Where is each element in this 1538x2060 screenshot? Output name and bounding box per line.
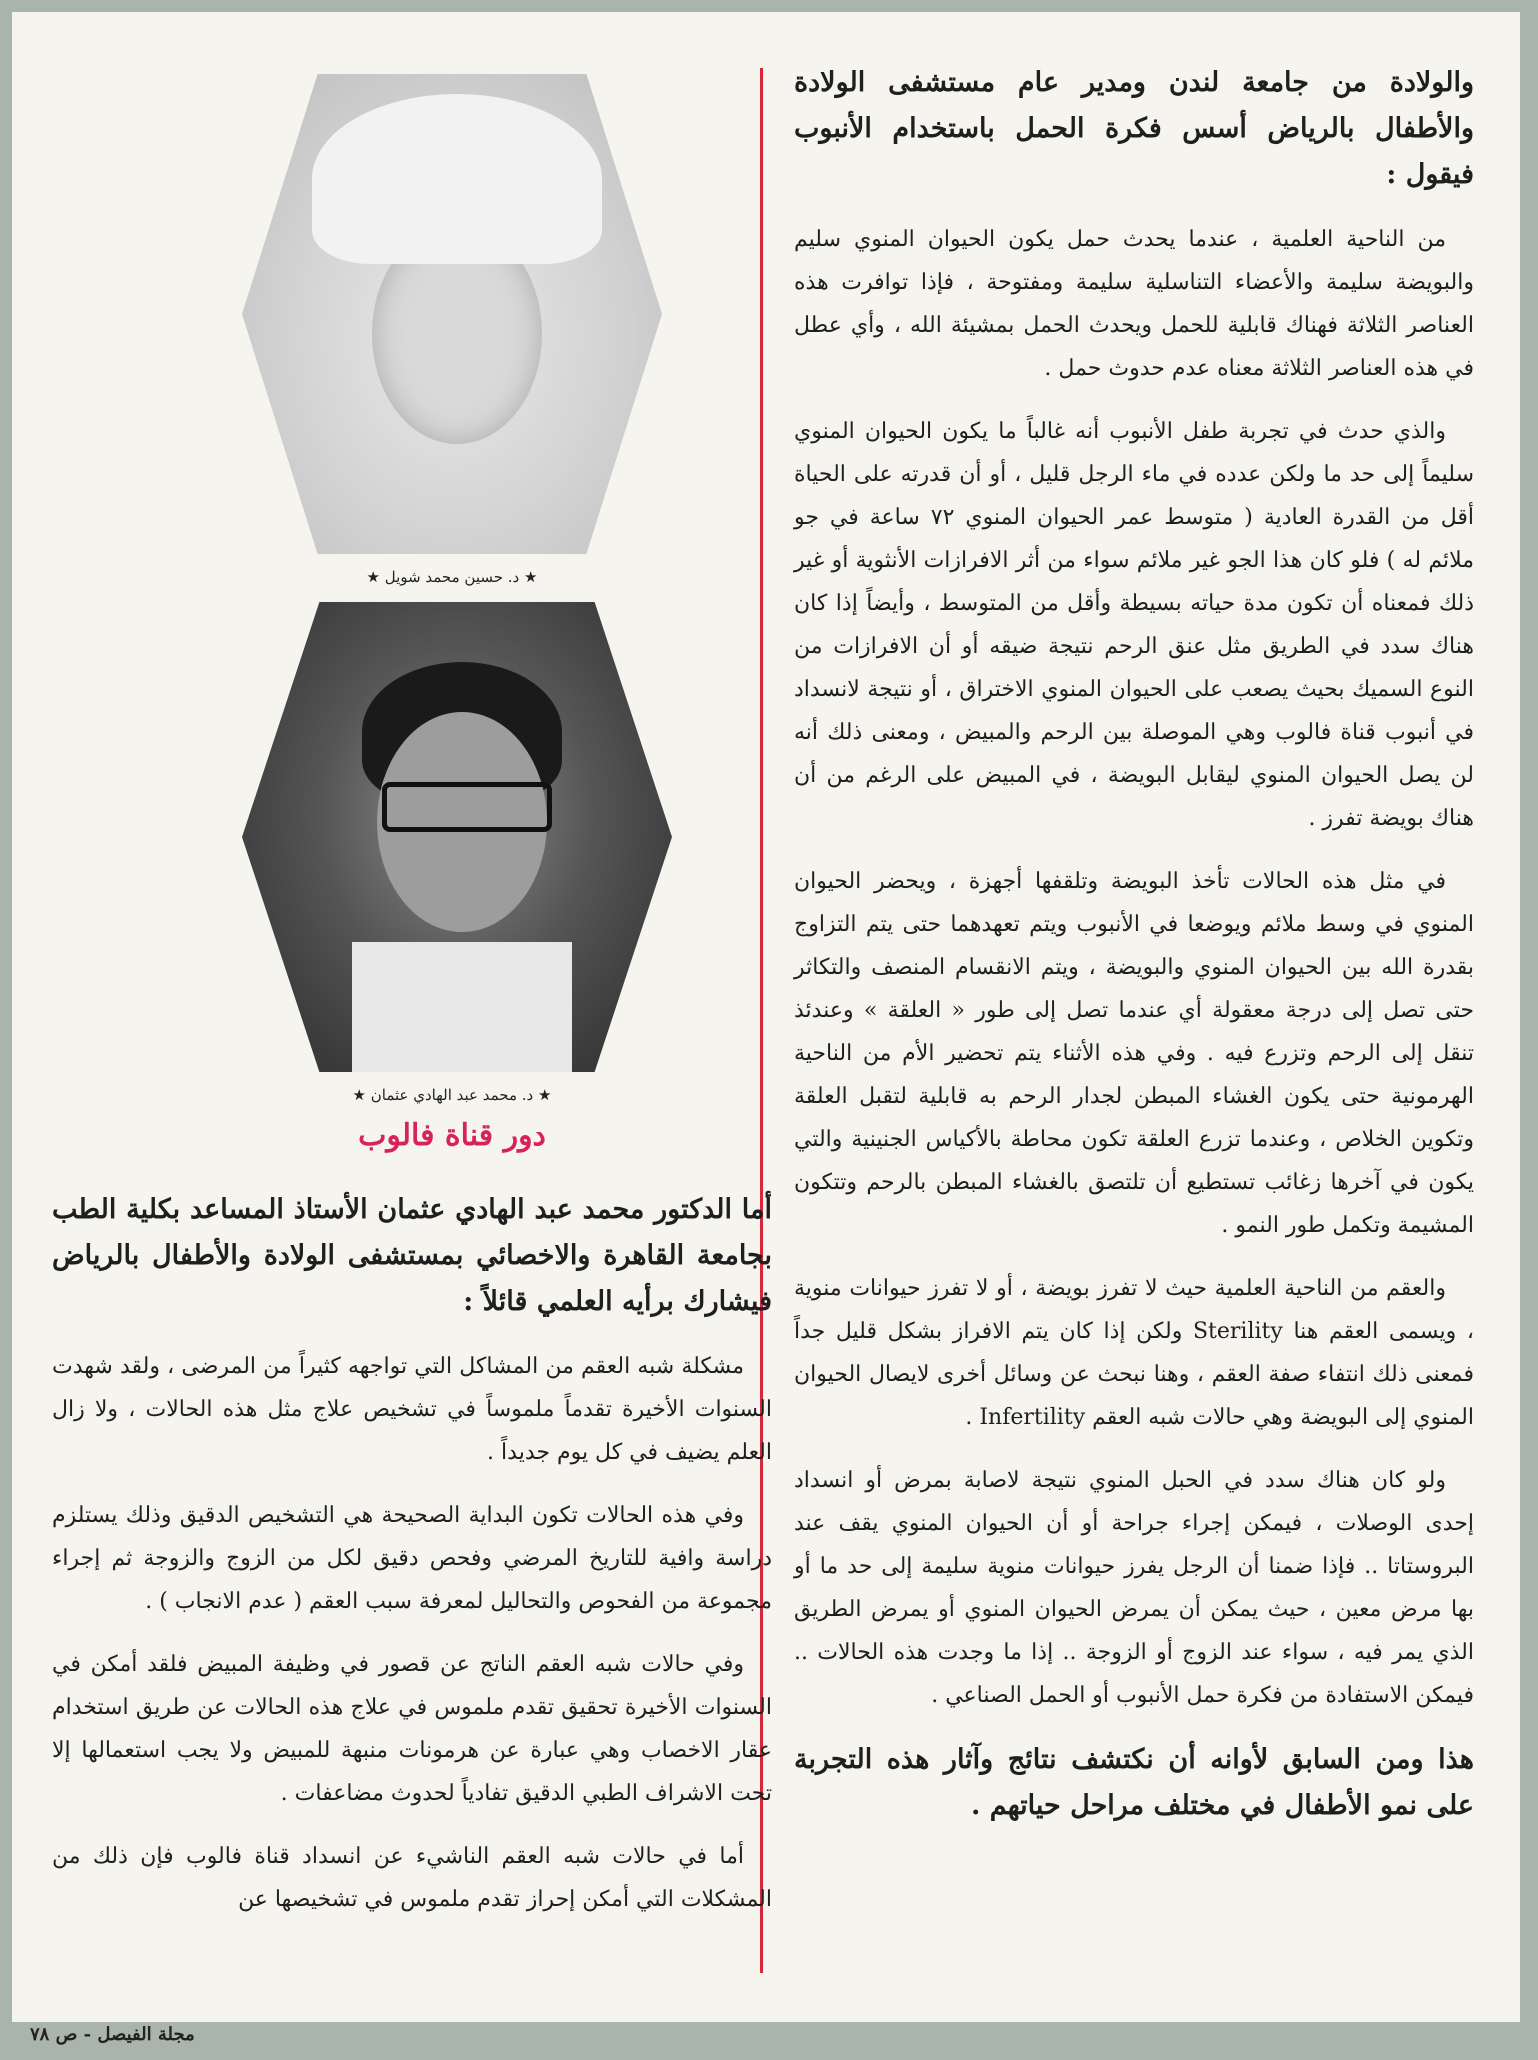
paragraph: في مثل هذه الحالات تأخذ البويضة وتلقفها أجهزة ، ويحضر الحيوان المنوي في وسط ملائم ويوضعا في الأنبوب ويتم تعهدهما حتى يتم التزاوج بقدرة الله بين الحيوان المنوي والبويضة ، ويتم الانقسام المنصف والتكاثر حتى تصل إلى درجة معقولة أي عندما تصل إلى طور « العلقة » وعندئذ تنقل إلى الرحم وتزرع فيه . وفي هذه الأثناء يتم تحضير الأم من الناحية الهرمونية حتى يكون الغشاء المبطن لجدار الرحم به قابلية لتقبل العلقة وتكوين الخلاص ، وعندما تزرع العلقة تكون محاطة بالأكياس الجنينية والتي يكون في آخرها زغائب تستطيع أن تلتصق بالغشاء المبطن بالرحم وتتكون المشيمة وتكمل طور النمو . <box>794 869 1474 1238</box>
closing-paragraph: هذا ومن السابق لأوانه أن نكتشف نتائج وآثار هذه التجربة على نمو الأطفال في مختلف مراحل حياتهم . <box>794 1744 1474 1821</box>
magazine-page <box>12 12 1520 2022</box>
paragraph: مشكلة شبه العقم من المشاكل التي تواجهه كثيراً من المرضى ، ولقد شهدت السنوات الأخيرة تقدماً ملموساً في تشخيص علاج مثل هذه الحالات ، ولا زال العلم يضيف في كل يوم جديداً . <box>52 1354 772 1465</box>
paragraph: أما في حالات شبه العقم الناشيء عن انسداد قناة فالوب فإن ذلك من المشكلات التي أمكن إحراز تقدم ملموس في تشخيصها عن <box>52 1844 772 1912</box>
portrait-photo-1 <box>242 74 662 554</box>
glasses-shape <box>382 782 552 832</box>
left-column <box>52 1187 772 1941</box>
paragraph: من الناحية العلمية ، عندما يحدث حمل يكون الحيوان المنوي سليم والبويضة سليمة والأعضاء التناسلية سليمة ومفتوحة ، فإذا توافرت هذه العناصر الثلاثة فهناك قابلية للحمل ويحدث الحمل بمشيئة الله ، وأي عطل في هذه العناصر الثلاثة معناه عدم حدوث حمل . <box>794 227 1474 381</box>
shirt-shape <box>352 942 572 1082</box>
photo-caption-1: ★ د. حسين محمد شويل ★ <box>366 568 538 586</box>
paragraph: وفي حالات شبه العقم الناتج عن قصور في وظيفة المبيض فلقد أمكن في السنوات الأخيرة تحقيق تقدم ملموس في علاج هذه الحالات عن طريق استخدام عقار الاخصاب وهي عبارة عن هرمونات منبهة للمبيض ولا يجب استعمالها إلا تحت الاشراف الطبي الدقيق تفادياً لحدوث مضاعفات . <box>52 1652 772 1806</box>
headscarf-shape <box>312 94 602 264</box>
paragraph: وفي هذه الحالات تكون البداية الصحيحة هي التشخيص الدقيق وذلك يستلزم دراسة وافية للتاريخ المرضي وفحص دقيق لكل من الزوج والزوجة ثم إجراء مجموعة من الفحوص والتحاليل لمعرفة سبب العقم ( عدم الانجاب ) . <box>52 1503 772 1614</box>
paragraph: ولو كان هناك سدد في الحبل المنوي نتيجة لاصابة بمرض أو انسداد إحدى الوصلات ، فيمكن إجراء جراحة أو أن الحيوان المنوي يقف عند البروستاتا .. فإذا ضمنا أن الرجل يفرز حيوانات منوية سليمة إلى حد ما أو بها مرض معين ، حيث يمكن أن يمرض الحيوان المنوي أو يمرض الطريق الذي يمر فيه ، سواء عند الزوج أو الزوجة .. إذا ما وجدت هذه الحالات .. فيمكن الاستفادة من فكرة حمل الأنبوب أو الحمل الصناعي . <box>794 1468 1474 1708</box>
portrait-photo-2 <box>242 602 672 1072</box>
photo-caption-2: ★ د. محمد عبد الهادي عثمان ★ <box>352 1086 552 1104</box>
paragraph: والذي حدث في تجربة طفل الأنبوب أنه غالباً ما يكون الحيوان المنوي سليماً إلى حد ما ولكن عدده في ماء الرجل قليل ، أو أن قدرته على الحياة أقل من القدرة العادية ( متوسط عمر الحيوان المنوي ٧٢ ساعة في جو ملائم له ) فلو كان هذا الجو غير ملائم سواء من أثر الافرازات الأنثوية أو غير ذلك فمعناه أن تكون مدة حياته بسيطة وأقل من المتوسط ، وأيضاً إذا كان هناك سدد في الطريق مثل عنق الرحم نتيجة ضيقه أو أن الافرازات من النوع السميك بحيث يصعب على الحيوان المنوي الاختراق ، أو نتيجة لانسداد في أنبوب قناة فالوب وهي الموصلة بين الرحم والمبيض ، ومعنى ذلك أنه لن يصل الحيوان المنوي ليقابل البويضة ، في المبيض على الرغم من أن هناك بويضة تفرز . <box>794 419 1475 831</box>
page-footer: مجلة الفيصل - ص ٧٨ <box>30 2024 195 2045</box>
section-title: دور قناة فالوب <box>358 1118 546 1153</box>
paragraph: والعقم من الناحية العلمية حيث لا تفرز بويضة ، أو لا تفرز حيوانات منوية ، ويسمى العقم هنا Sterility ولكن إذا كان يتم الافراز بشكل قليل جداً فمعنى ذلك انتفاء صفة العقم ، وهنا نبحث عن وسائل أخرى لايصال الحيوان المنوي إلى البويضة وهي حالات شبه العقم Infertility . <box>794 1276 1474 1430</box>
right-lead-paragraph: والولادة من جامعة لندن ومدير عام مستشفى الولادة والأطفال بالرياض أسس فكرة الحمل باستخدام الأنبوب فيقول : <box>794 67 1474 190</box>
right-column <box>794 60 1474 1849</box>
left-lead-paragraph: أما الدكتور محمد عبد الهادي عثمان الأستاذ المساعد بكلية الطب بجامعة القاهرة والاخصائي بمستشفى الولادة والأطفال بالرياض فيشارك برأيه العلمي قائلاً : <box>52 1194 772 1317</box>
